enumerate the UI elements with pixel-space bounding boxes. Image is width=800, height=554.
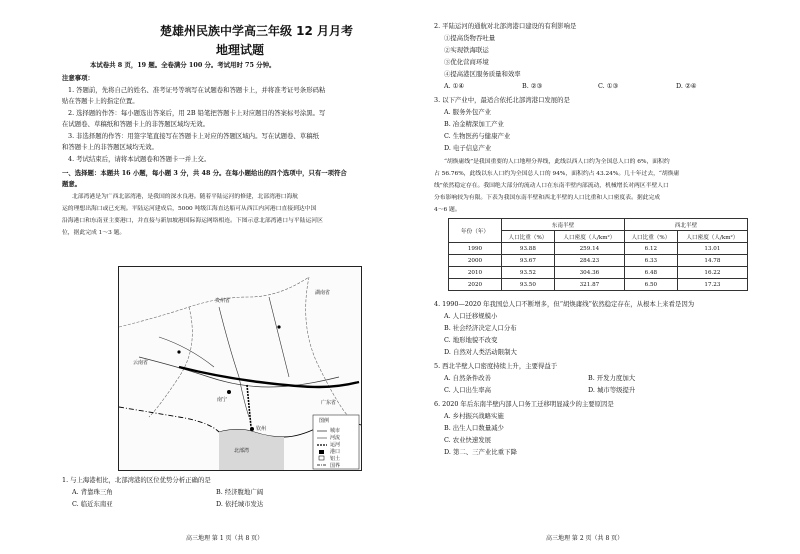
passage-line: 沿海港口和东南亚主要港口，并直接与新加坡港国际海运网络相连。下图示意北部湾港口与平陆运河区	[62, 218, 323, 224]
table-cell: 2020	[449, 279, 502, 291]
q4-option-d: D. 自然对人类活动限制大	[444, 348, 517, 356]
city-marker	[250, 427, 254, 431]
legend-title: 图例	[319, 418, 330, 424]
pinglu-canal	[247, 385, 251, 427]
q2-item: ①提高货物吞吐量	[444, 34, 496, 42]
q2-option-a: A. ①④	[444, 82, 465, 90]
table-row	[449, 255, 748, 267]
q3-option-a: A. 服务外包产业	[444, 108, 492, 116]
passage-line: 分布影响较为有限。下表为我国东南半壁和西北半壁的人口比重和人口密度表。据此完成	[434, 195, 661, 201]
question-6: 6. 2020 年后东南半壁内部人口务工迁移明显减少的主要原因是	[434, 400, 614, 408]
q5-option-b: B. 开发力度加大	[588, 374, 636, 382]
table-cell: 93.88	[502, 243, 555, 255]
passage-line: 位，据此完成 1～3 题。	[62, 230, 126, 236]
map-label-qinzhou: 钦州	[256, 426, 267, 432]
q1-option-b: B. 经济腹地广阔	[216, 488, 264, 496]
legend-item: 港口	[330, 449, 341, 455]
table-header: 年份（年）	[449, 219, 502, 243]
q4-option-a: A. 人口迁移规模小	[444, 312, 498, 320]
table-cell: 13.01	[677, 243, 747, 255]
exam-subtitle: 地理试题	[216, 43, 265, 57]
river	[219, 307, 239, 377]
legend-symbol	[319, 450, 324, 454]
legend-item: 运河	[330, 442, 341, 448]
q5-option-c: C. 人口出生率高	[444, 386, 492, 394]
city-marker	[277, 325, 280, 328]
river	[239, 377, 249, 417]
notice-line: 在试题卷、草稿纸和答题卡上的非答题区域均无效。	[62, 120, 209, 128]
legend-item: 河流	[330, 435, 341, 441]
table-row	[449, 267, 748, 279]
notice-line: 4. 考试结束后，请将本试题卷和答题卡一并上交。	[68, 155, 211, 163]
table-cell: 6.50	[624, 279, 677, 291]
question-4: 4. 1990—2020 年我国总人口不断增多，但“胡焕庸线”依然稳定存在，从根本上来看是因为	[434, 300, 695, 308]
river	[269, 297, 289, 377]
q2-option-b: B. ②③	[522, 82, 543, 90]
table-header: 人口密度（人/km²）	[554, 231, 624, 243]
notice-line: 2. 选择题的作答：每小题选出答案后，用 2B 铅笔把答题卡上对应题目的答案标号涂黑。写	[68, 109, 326, 117]
map-label-nanning: 南宁	[217, 397, 228, 403]
right-page	[400, 0, 800, 554]
q4-option-c: C. 地形地貌不改变	[444, 336, 498, 344]
table-header: 人口比重（%）	[502, 231, 555, 243]
q3-option-d: D. 电子信息产业	[444, 144, 492, 152]
table-group-header: 西北半壁	[624, 219, 747, 231]
passage-line: 4～6 题。	[434, 207, 461, 213]
map-drawing	[119, 267, 361, 470]
notice-line: 贴在答题卡上的指定位置。	[62, 97, 139, 105]
page-footer: 高三地理 第 2 页（共 8 页）	[546, 535, 624, 542]
exam-title: 楚雄州民族中学高三年级 12 月月考	[160, 24, 354, 38]
q1-option-a: A. 背靠珠三角	[72, 488, 113, 496]
q2-item: ②实现铁海联运	[444, 46, 489, 54]
river	[139, 357, 339, 387]
page-footer: 高三地理 第 1 页（共 8 页）	[186, 535, 264, 542]
beibu-gulf-map	[118, 266, 362, 471]
q2-item: ④提高港区服务质量和效率	[444, 70, 521, 78]
city-marker	[177, 350, 180, 353]
table-cell: 16.22	[677, 267, 747, 279]
passage-line: 北部湾港是为广西北部湾港，是我国的深水良港。随着平陆运河的修建，北部湾港口海航	[72, 194, 299, 200]
table-group-header: 东南半壁	[502, 219, 625, 231]
province-border	[306, 277, 349, 417]
q6-option-b: B. 出生人口数量减少	[444, 424, 504, 432]
q2-option-c: C. ①③	[598, 82, 619, 90]
question-1: 1. 与上海港相比，北部湾港的区位优势分析正确的是	[62, 476, 211, 484]
passage-line: 线”依然稳定存在。我国绝大部分的流动人口在东南半壁内部流动，机械增长对两区半壁人口	[434, 183, 669, 189]
q6-option-d: D. 第二、三产业比重下降	[444, 448, 517, 456]
legend-item: 铝土	[330, 456, 341, 462]
table-cell: 284.23	[554, 255, 624, 267]
table-cell: 93.52	[502, 267, 555, 279]
table-row	[449, 279, 748, 291]
table-cell: 14.78	[677, 255, 747, 267]
section-heading-cont: 题意。	[62, 180, 82, 188]
table-cell: 6.48	[624, 267, 677, 279]
q3-option-c: C. 生物医药与健康产业	[444, 132, 511, 140]
map-label-guangdong: 广东省	[321, 400, 337, 406]
notice-line: 和答题卡上的非答题区域均无效。	[62, 143, 158, 151]
map-label-beibu: 北部湾	[234, 448, 250, 454]
notice-heading: 注意事项：	[62, 74, 94, 82]
q4-option-b: B. 社会经济决定人口分布	[444, 324, 517, 332]
map-label-guizhou: 贵州省	[215, 298, 231, 304]
beibu-gulf-sea	[219, 430, 284, 471]
table-cell: 93.50	[502, 279, 555, 291]
legend-item: 城市	[330, 428, 341, 434]
q2-option-d: D. ②④	[676, 82, 697, 90]
table-cell: 259.14	[554, 243, 624, 255]
q1-option-c: C. 临近东南亚	[72, 500, 113, 508]
map-label-hunan: 湖南省	[315, 290, 331, 296]
table-header: 人口比重（%）	[624, 231, 677, 243]
q5-option-a: A. 自然条件改善	[444, 374, 492, 382]
section-heading: 一、选择题：本题共 16 小题，每小题 3 分，共 48 分。在每小题给出的四个选项中，只有一项符合	[62, 169, 347, 177]
table-cell: 1990	[449, 243, 502, 255]
table-cell: 17.23	[677, 279, 747, 291]
passage-line: 占 56.76%，此线以东人口约为全国总人口的 94%，面积约占 43.24%。几十年过去，“胡焕庸	[434, 171, 680, 177]
province-border	[119, 277, 309, 327]
table-cell: 6.33	[624, 255, 677, 267]
legend-item: 国界	[330, 463, 341, 469]
city-marker	[227, 390, 231, 394]
q6-option-c: C. 农业快速发展	[444, 436, 492, 444]
table-cell: 321.87	[554, 279, 624, 291]
q1-option-d: D. 依托城市发达	[216, 500, 264, 508]
table-cell: 93.67	[502, 255, 555, 267]
province-border	[149, 307, 192, 417]
population-table	[448, 218, 748, 291]
notice-line: 3. 非选择题的作答：用签字笔直接写在答题卡上对应的答题区域内。写在试题卷、草稿纸	[68, 132, 319, 140]
table-cell: 6.12	[624, 243, 677, 255]
q3-option-b: B. 冶金精深加工产业	[444, 120, 504, 128]
q2-item: ③优化营商环境	[444, 58, 489, 66]
q5-option-d: D. 城市等级提升	[588, 386, 636, 394]
passage-line: 运的理想出海口或已充现。平陆运河建成后，5000 吨级江海直达船可从西江内河港口直接到达中国	[62, 206, 317, 212]
notice-line: 1. 答题前，先将自己的姓名、准考证号等填写在试题卷和答题卡上，并将准考证号条形码粘	[68, 86, 326, 94]
q6-option-a: A. 乡村振兴战略实施	[444, 412, 504, 420]
table-cell: 304.36	[554, 267, 624, 279]
question-3: 3. 以下产业中，最适合依托北部湾港口发展的是	[434, 96, 570, 104]
table-cell: 2000	[449, 255, 502, 267]
question-2: 2. 平陆运河的通航对北部湾港口建设的有利影响是	[434, 22, 577, 30]
exam-info: 本试卷共 8 页，19 题。全卷满分 100 分。考试用时 75 分钟。	[90, 61, 276, 69]
question-5: 5. 西北半壁人口密度持续上升，主要得益于	[434, 362, 558, 370]
table-cell: 2010	[449, 267, 502, 279]
passage-line: “胡焕庸线”是我国重要的人口地理分界线，此线以西人口约为全国总人口的 6%，面积约	[444, 159, 670, 165]
map-label-yunnan: 云南省	[133, 360, 149, 366]
xijiang-river	[179, 367, 359, 387]
national-border	[119, 407, 219, 432]
table-row	[449, 243, 748, 255]
table-header: 人口密度（人/km²）	[677, 231, 747, 243]
